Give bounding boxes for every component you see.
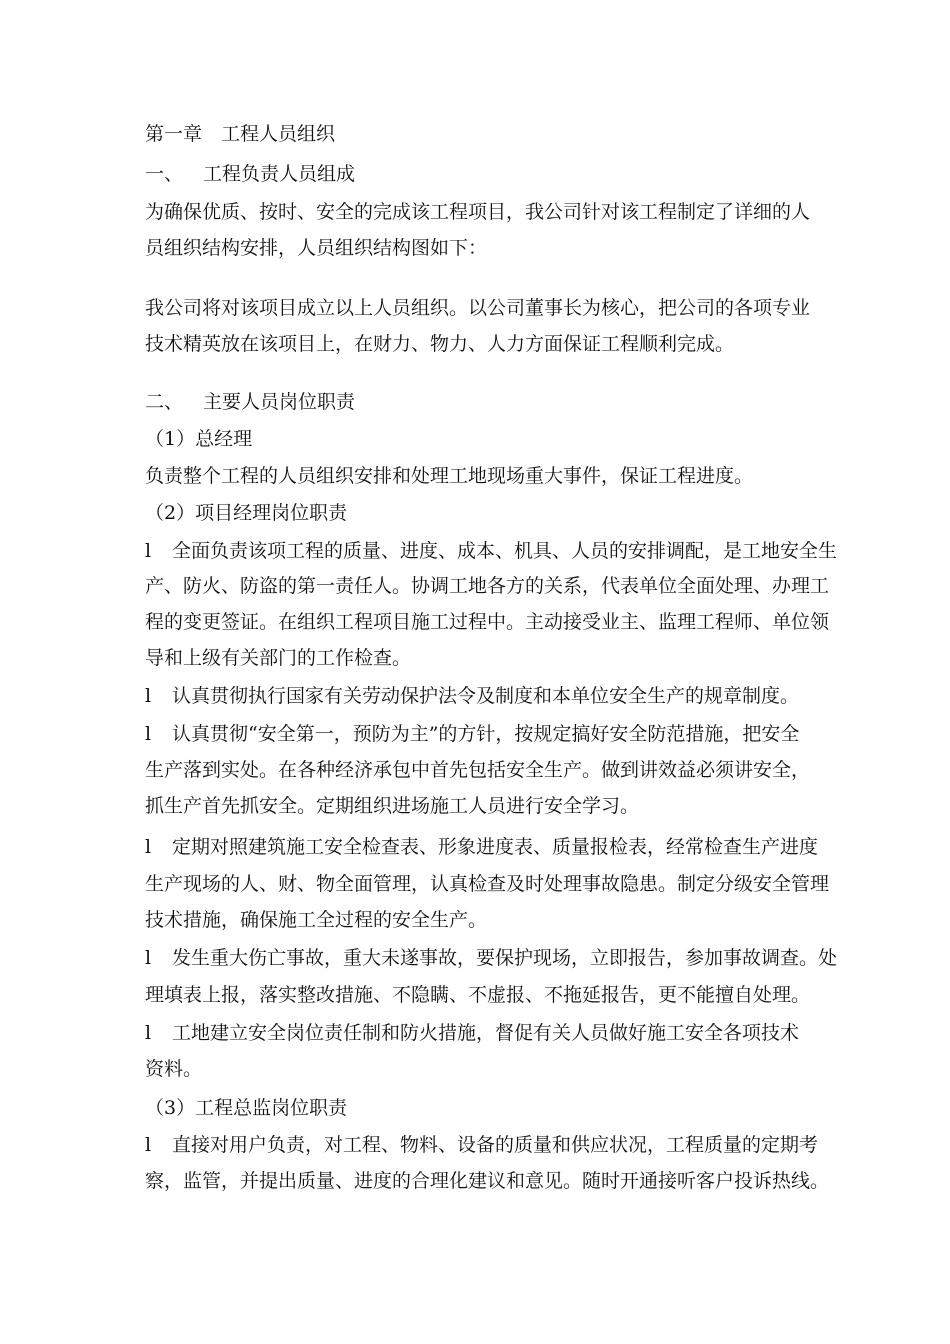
section-title: 主要人员岗位职责 [203, 391, 356, 413]
paragraph-line: 负责整个工程的人员组织安排和处理工地现场重大事件，保证工程进度。 [145, 465, 754, 487]
bullet-item-line: l 发生重大伤亡事故，重大未遂事故，要保护现场，立即报告，参加事故调查。处 [145, 940, 810, 976]
subheading-project-manager: （2）项目经理岗位职责 [145, 502, 348, 524]
section-heading-1 [145, 156, 810, 192]
paragraph-line: 生产现场的人、财、物全面管理，认真检查及时处理事故隐患。制定分级安全管理 [145, 873, 830, 895]
bullet-marker: l [145, 723, 152, 745]
section-number: 二、 [145, 391, 184, 413]
section-number: 一、 [145, 163, 184, 185]
bullet-item-line: l 认真贯彻“安全第一，预防为主”的方针，按规定搞好安全防范措施，把安全 [145, 716, 810, 752]
paragraph-line: 员组织结构安排，人员组织结构图如下： [145, 237, 488, 259]
paragraph-line: 程的变更签证。在组织工程项目施工过程中。主动接受业主、监理工程师、单位领 [145, 611, 830, 633]
bullet-marker: l [145, 947, 152, 969]
bullet-marker: l [145, 540, 152, 562]
bullet-item-line: l 定期对照建筑施工安全检查表、形象进度表、质量报检表，经常检查生产进度 [145, 829, 810, 865]
bullet-marker: l [145, 1134, 152, 1156]
paragraph-line: 导和上级有关部门的工作检查。 [145, 647, 412, 669]
paragraph-line: 理填表上报，落实整改措施、不隐瞒、不虚报、不拖延报告，更不能擅自处理。 [145, 984, 811, 1006]
paragraph-line: 察，监管，并提出质量、进度的合理化建议和意见。随时开通接听客户投诉热线。 [145, 1170, 830, 1192]
paragraph-line: 我公司将对该项目成立以上人员组织。以公司董事长为核心，把公司的各项专业 [145, 297, 811, 319]
subheading-general-manager: （1）总经理 [145, 428, 253, 450]
bullet-item-line: l 认真贯彻执行国家有关劳动保护法令及制度和本单位安全生产的规章制度。 [145, 678, 810, 714]
paragraph-line: 抓生产首先抓安全。定期组织进场施工人员进行安全学习。 [145, 795, 640, 817]
bullet-item-line: l 直接对用户负责，对工程、物料、设备的质量和供应状况，工程质量的定期考 [145, 1127, 810, 1163]
section-heading-2 [145, 384, 810, 420]
bullet-marker: l [145, 685, 152, 707]
paragraph-line: 技术精英放在该项目上，在财力、物力、人力方面保证工程顺利完成。 [145, 333, 735, 355]
bullet-item-line: l 全面负责该项工程的质量、进度、成本、机具、人员的安排调配，是工地安全生 [145, 533, 810, 569]
bullet-marker: l [145, 1022, 152, 1044]
section-title: 工程负责人员组成 [203, 163, 356, 185]
paragraph-line: 为确保优质、按时、安全的完成该工程项目，我公司针对该工程制定了详细的人 [145, 201, 811, 223]
paragraph-line: 技术措施，确保施工全过程的安全生产。 [145, 909, 488, 931]
bullet-marker: l [145, 836, 152, 858]
bullet-item-line: l 工地建立安全岗位责任制和防火措施，督促有关人员做好施工安全各项技术 [145, 1015, 810, 1051]
paragraph-line: 资料。 [145, 1058, 203, 1080]
chapter-title: 第一章 工程人员组织 [145, 123, 336, 145]
paragraph-line: 生产落到实处。在各种经济承包中首先包括安全生产。做到讲效益必须讲安全， [145, 759, 811, 781]
subheading-chief-supervisor: （3）工程总监岗位职责 [145, 1097, 348, 1119]
paragraph-line: 产、防火、防盗的第一责任人。协调工地各方的关系，代表单位全面处理、办理工 [145, 575, 830, 597]
